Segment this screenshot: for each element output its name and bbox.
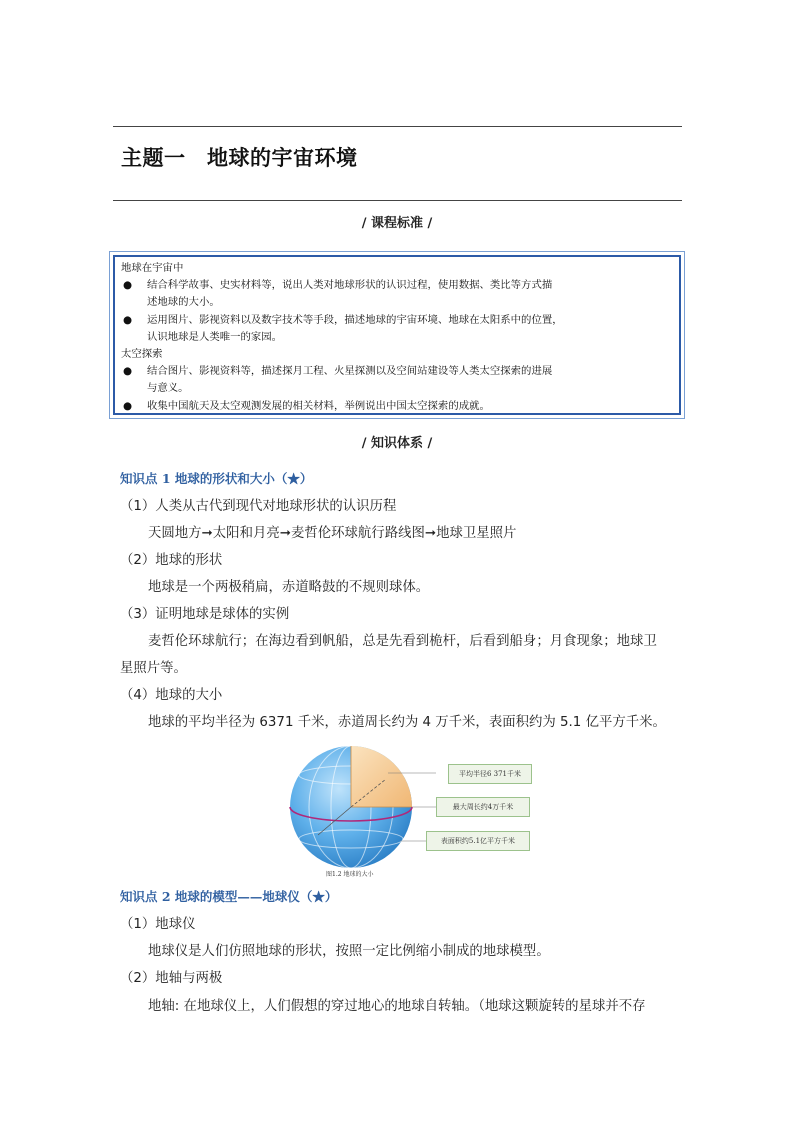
standard-item-line: 结合科学故事、史实材料等，说出人类对地球形状的认识过程，使用数据、类比等方式描 bbox=[147, 279, 553, 292]
standard-item-line: 述地球的大小。 bbox=[147, 296, 220, 309]
bullet-icon: ● bbox=[123, 399, 133, 412]
course-standard-inner bbox=[113, 255, 681, 415]
title-top-rule bbox=[113, 126, 682, 127]
area-callout: 表面积约5.1亿平方千米 bbox=[426, 831, 530, 851]
title-bottom-rule bbox=[113, 200, 682, 201]
standard-item-line: 结合图片、影视资料等，描述探月工程、火星探测以及空间站建设等人类太空探索的进展 bbox=[147, 365, 553, 378]
kp2-s1-body: 地球仪是人们仿照地球的形状，按照一定比例缩小制成的地球模型。 bbox=[148, 944, 550, 959]
kp1-s1-body: 天圆地方➞太阳和月亮➞麦哲伦环球航行路线图➞地球卫星照片 bbox=[148, 526, 517, 541]
earth-size-figure bbox=[288, 745, 533, 880]
standard-item-line: 认识地球是人类唯一的家园。 bbox=[147, 330, 283, 343]
standard-item bbox=[121, 312, 673, 346]
standard-item-line: 收集中国航天及太空观测发展的相关材料，举例说出中国太空探索的成就。 bbox=[147, 399, 490, 412]
globe-cutaway bbox=[351, 746, 412, 807]
kp2-s2-body: 地轴: 在地球仪上，人们假想的穿过地心的地球自转轴。（地球这颗旋转的星球并不存 bbox=[148, 999, 646, 1014]
figure-caption: 图1.2 地球的大小 bbox=[326, 871, 374, 878]
standard-item bbox=[121, 277, 673, 311]
kp2-s1-title: （1）地球仪 bbox=[120, 917, 196, 932]
kp1-s1-title: （1）人类从古代到现代对地球形状的认识历程 bbox=[120, 499, 397, 514]
kp1-s3-body-line2: 星照片等。 bbox=[120, 661, 187, 676]
kp1-s2-body: 地球是一个两极稍扁，赤道略鼓的不规则球体。 bbox=[148, 580, 430, 595]
standard-item-line: 运用图片、影视资料以及数字技术等手段，描述地球的宇宙环境、地球在太阳系中的位置， bbox=[147, 313, 563, 326]
kp2-heading: 知识点 2 地球的模型——地球仪（★） bbox=[120, 889, 338, 904]
circumference-callout: 最大周长约4万千米 bbox=[436, 797, 530, 817]
course-standard-heading: / 课程标准 / bbox=[361, 216, 433, 231]
kp1-s2-title: （2）地球的形状 bbox=[120, 553, 223, 568]
course-standard-box bbox=[109, 251, 685, 419]
standard-item bbox=[121, 363, 673, 397]
bullet-icon: ● bbox=[123, 313, 133, 326]
standard-group-space-exploration: 太空探索 bbox=[121, 348, 163, 361]
kp2-s2-title: （2）地轴与两极 bbox=[120, 971, 223, 986]
knowledge-system-heading: / 知识体系 / bbox=[361, 436, 433, 451]
kp1-s3-title: （3）证明地球是球体的实例 bbox=[120, 607, 290, 622]
kp1-s3-body-line1: 麦哲伦环球航行；在海边看到帆船，总是先看到桅杆，后看到船身；月食现象；地球卫 bbox=[148, 634, 657, 649]
bullet-icon: ● bbox=[123, 365, 133, 378]
bullet-icon: ● bbox=[123, 279, 133, 292]
page-title: 主题一 地球的宇宙环境 bbox=[121, 145, 358, 170]
kp1-s4-title: （4）地球的大小 bbox=[120, 688, 223, 703]
radius-callout: 平均半径6 371千米 bbox=[448, 764, 532, 784]
standard-item bbox=[121, 398, 673, 415]
standard-item-line: 与意义。 bbox=[147, 382, 189, 395]
kp1-heading: 知识点 1 地球的形状和大小（★） bbox=[120, 471, 313, 486]
standard-group-earth-in-universe: 地球在宇宙中 bbox=[121, 262, 184, 274]
kp1-s4-body: 地球的平均半径为 6371 千米，赤道周长约为 4 万千米，表面积约为 5.1 亿平方千米。 bbox=[148, 715, 666, 730]
